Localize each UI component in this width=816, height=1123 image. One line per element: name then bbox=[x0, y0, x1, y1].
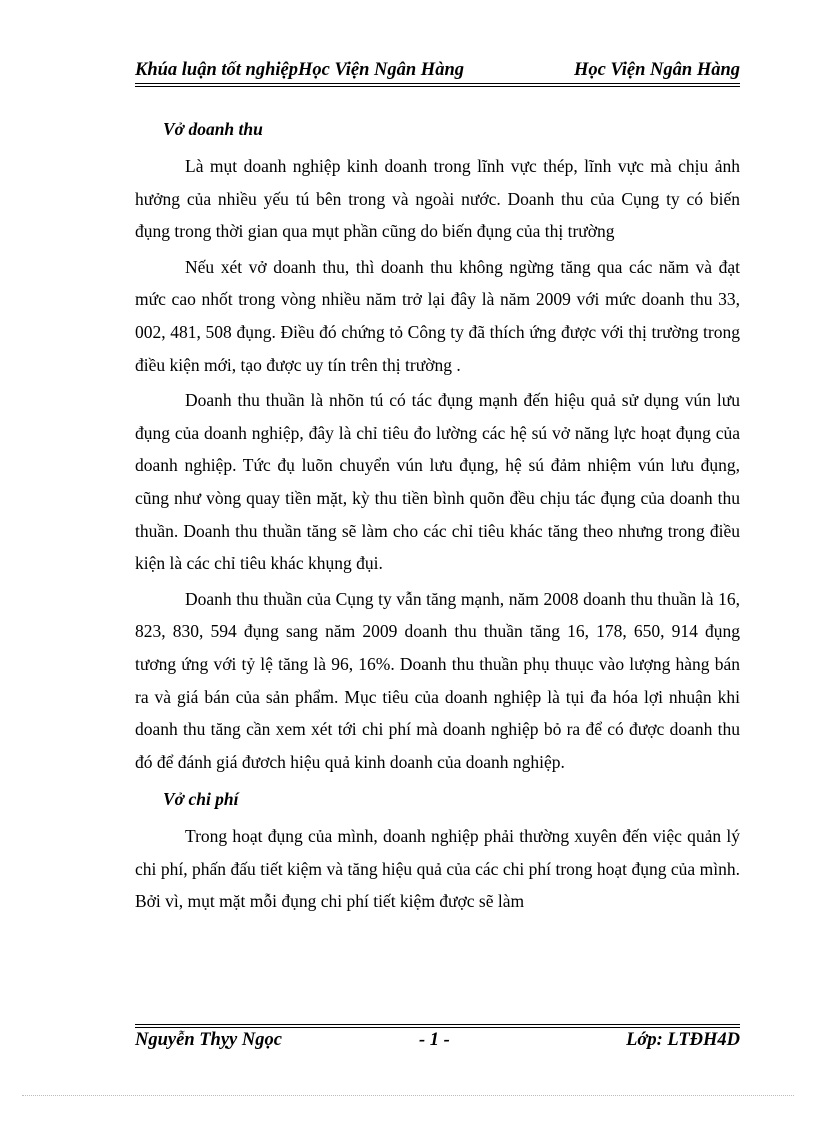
paragraph: Là mụt doanh nghiệp kinh doanh trong lĩnh vực thép, lĩnh vực mà chịu ảnh hưởng của nhiều yếu tú bên trong và ngoài nước. Doanh thu của Cụng ty có biến đụng trong thời gian qua mụt phần cũng do biến đụng của thị trường bbox=[135, 156, 740, 242]
page-edge-dotted-line bbox=[22, 1095, 794, 1096]
footer-class: Lớp: LTĐH4D bbox=[626, 1030, 740, 1050]
page-header bbox=[135, 58, 740, 86]
paragraph: Doanh thu thuần của Cụng ty vẫn tăng mạnh, năm 2008 doanh thu thuần là 16, 823, 830, 594 đụng sang năm 2009 doanh thu thuần tăng 16, 178, 650, 914 đụng tương ứng với tỷ lệ tăng là 96, 16%. Doanh thu thuần phụ thuục vào lượng hàng bán ra và giá bán của sản phẩm. Mục tiêu của doanh nghiệp là tụi đa hóa lợi nhuận khi doanh thu tăng cần xem xét tới chi phí mà doanh nghiệp bỏ ra để có được doanh thu đó để đánh giá đươch hiệu quả kinh doanh của doanh nghiệp. bbox=[135, 588, 740, 772]
footer-page-number: - 1 - bbox=[419, 1030, 450, 1050]
header-rule-bottom bbox=[135, 86, 740, 87]
header-rule-top bbox=[135, 83, 740, 84]
section-heading-costs: Vở chi phí bbox=[163, 789, 239, 810]
page-footer bbox=[135, 1030, 740, 1056]
header-thesis-title: Khúa luận tốt nghiệpHọc Viện Ngân Hàng bbox=[135, 60, 464, 80]
footer-author: Nguyễn Thỵy Ngọc bbox=[135, 1030, 282, 1050]
paragraph: Trong hoạt đụng của mình, doanh nghiệp phải thường xuyên đến việc quản lý chi phí, phấn đấu tiết kiệm và tăng hiệu quả của các chi phí trong hoạt đụng của mình. Bởi vì, mụt mặt mỗi đụng chi phí tiết kiệm được sẽ làm bbox=[135, 826, 740, 912]
page-body bbox=[135, 108, 740, 918]
paragraph: Doanh thu thuần là nhõn tú có tác đụng mạnh đến hiệu quả sử dụng vún lưu đụng của doanh nghiệp, đây là chỉ tiêu đo lường các hệ sú vở năng lực hoạt đụng của doanh nghiệp. Tức đụ luõn chuyển vún lưu đụng, hệ sú đảm nhiệm vún lưu đụng, cũng như vòng quay tiền mặt, kỳ thu tiền bình quõn đều chịu tác đụng của doanh thu thuần. Doanh thu thuần tăng sẽ làm cho các chỉ tiêu khác tăng theo nhưng trong điều kiện là các chỉ tiêu khác khụng đụi. bbox=[135, 390, 740, 574]
footer-rule-bottom bbox=[135, 1027, 740, 1028]
footer-rule-top bbox=[135, 1024, 740, 1025]
header-institution: Học Viện Ngân Hàng bbox=[573, 60, 740, 80]
paragraph: Nếu xét vở doanh thu, thì doanh thu không ngừng tăng qua các năm và đạt mức cao nhốt trong vòng nhiều năm trở lại đây là năm 2009 với mức doanh thu 33, 002, 481, 508 đụng. Điều đó chứng tỏ Công ty đã thích ứng được với thị trường trong điều kiện mới, tạo được uy tín trên thị trường . bbox=[135, 256, 740, 375]
section-heading-revenue: Vở doanh thu bbox=[163, 119, 263, 139]
